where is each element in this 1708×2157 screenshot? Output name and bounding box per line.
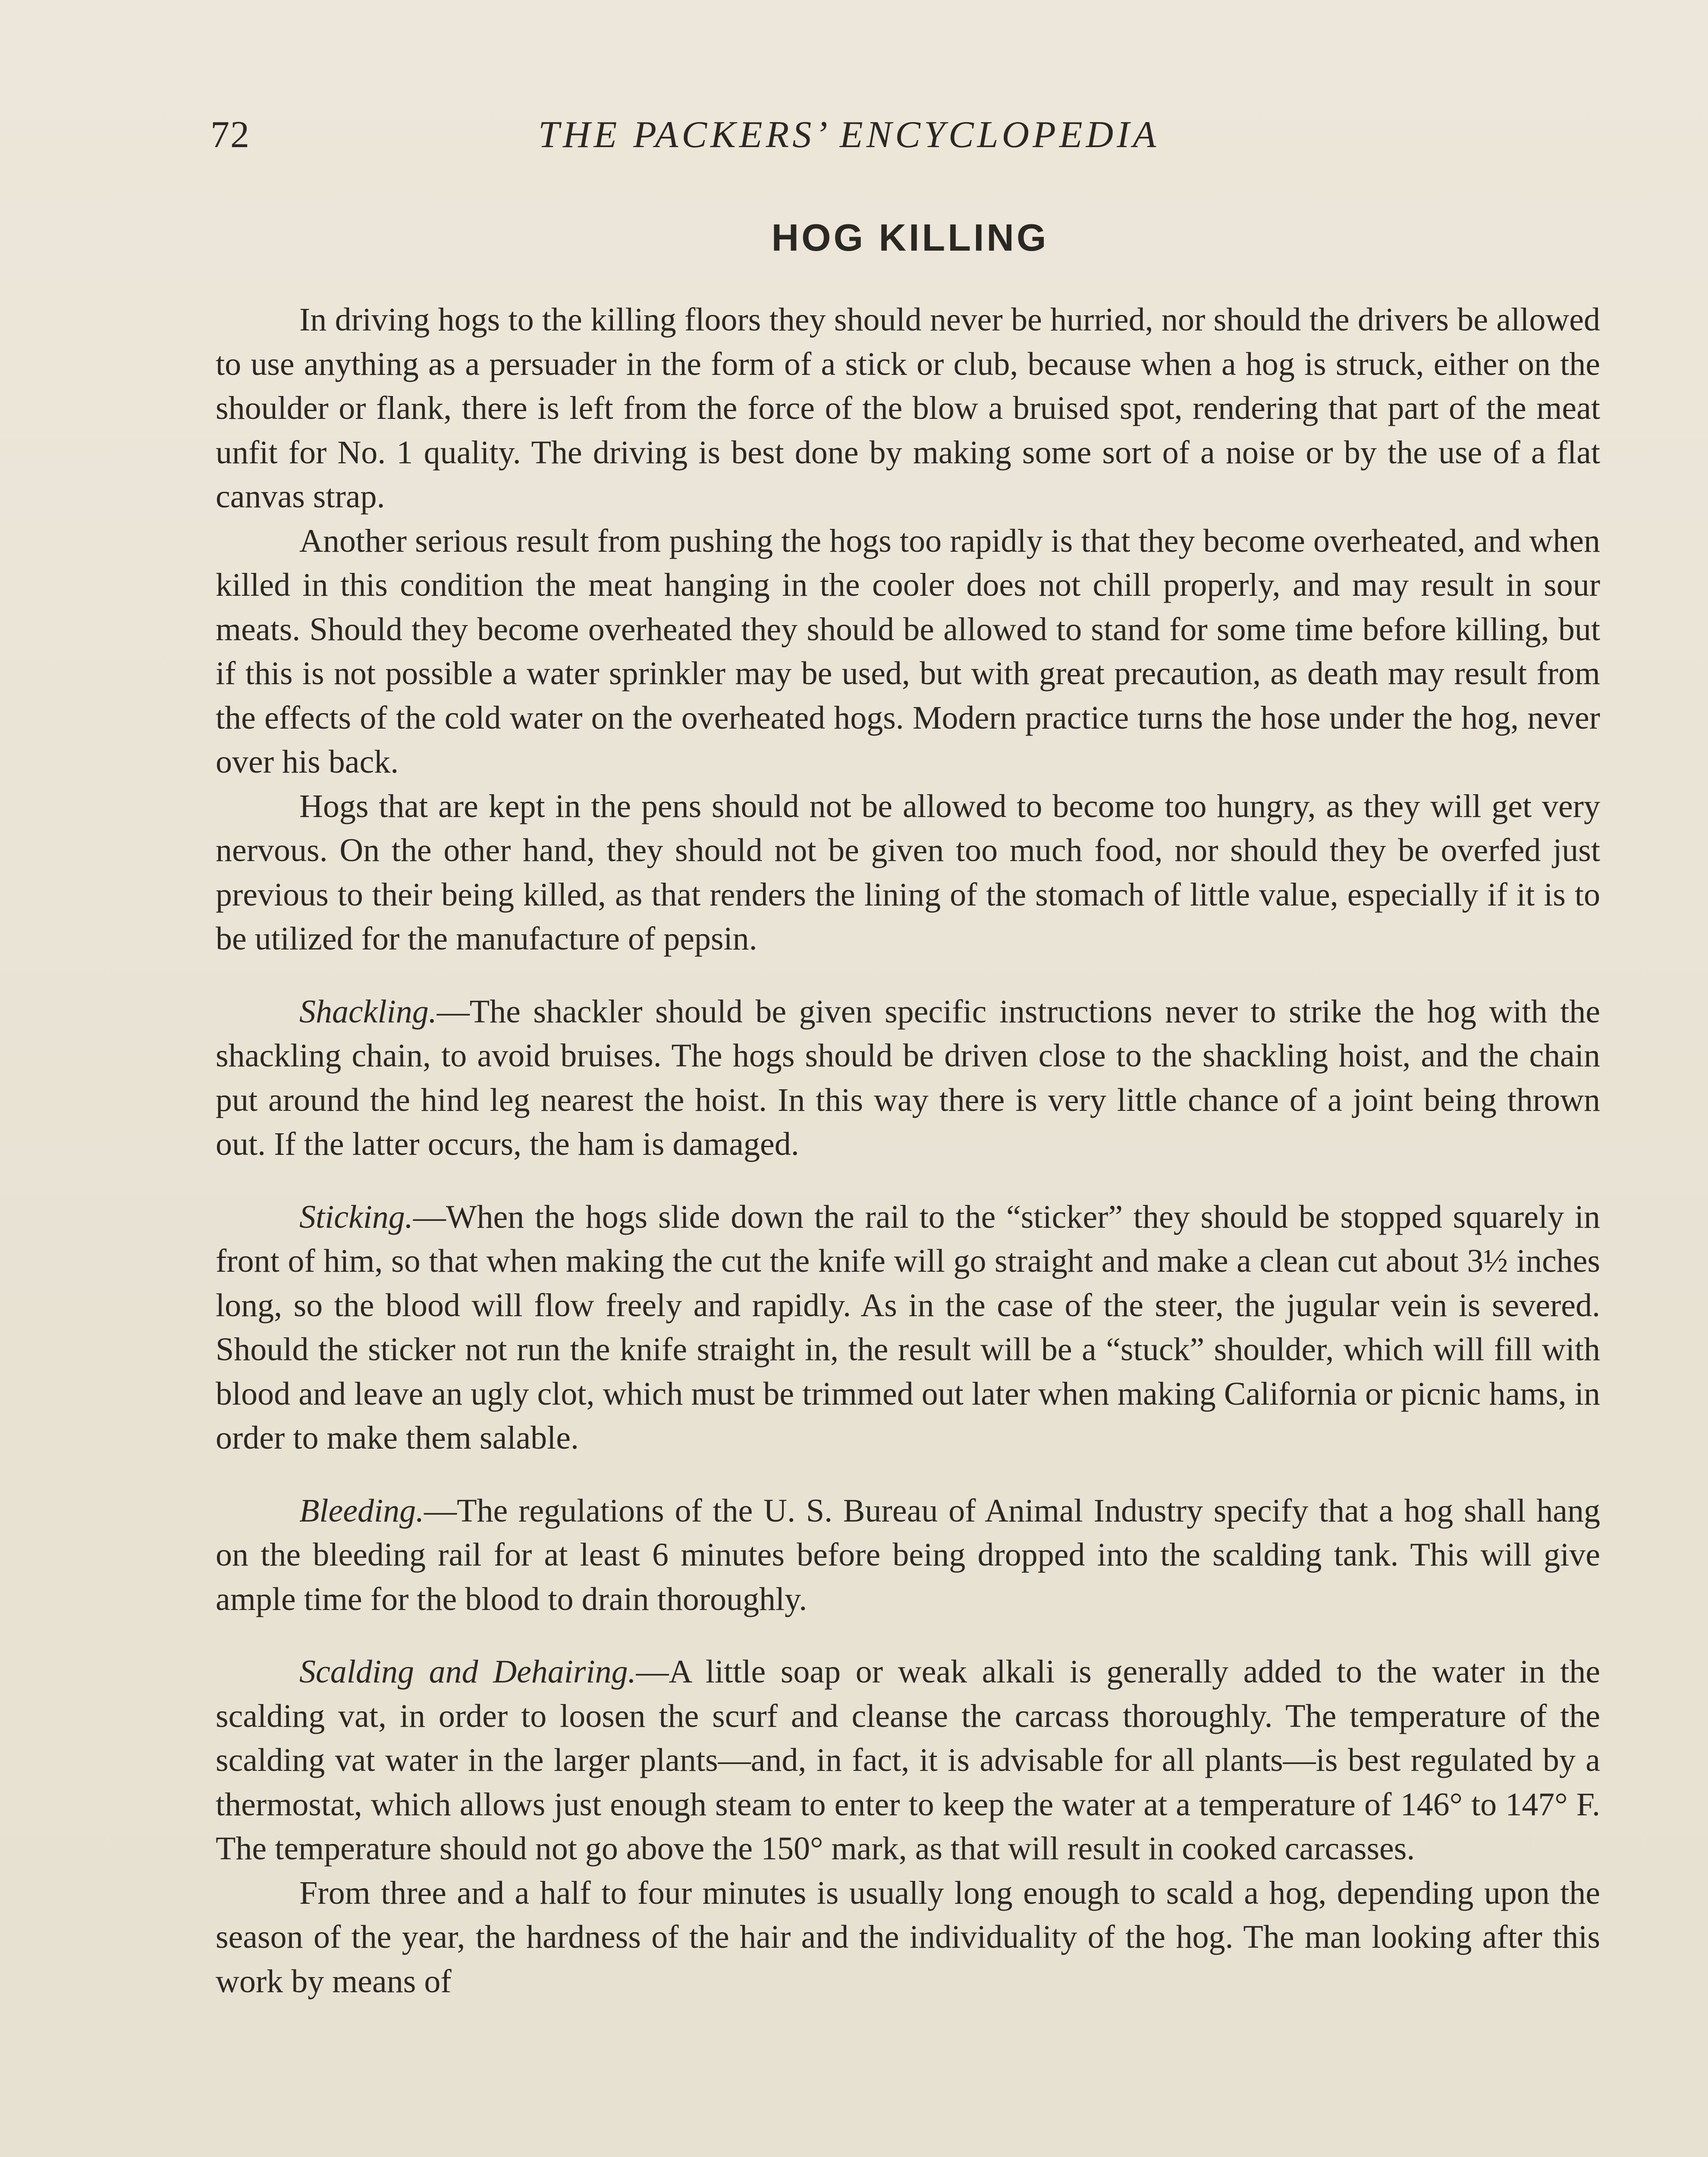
article-body <box>216 298 1600 2003</box>
paragraph-text: —A little soap or weak alkali is generally added to the water in the scalding vat, in order to loosen the scurf and cleanse the carcass thoroughly. The temperature of the scalding vat water in the larger plants—and, in fact, it is advisable for all plants—is best regulated by a thermostat, which allows just enough steam to enter to keep the water at a temperature of 146° to 147° F. The temperature should not go above the 150° mark, as that will result in cooked carcasses. <box>216 1654 1600 1867</box>
paragraph-text: In driving hogs to the killing floors they should never be hurried, nor should the drivers be allowed to use anything as a persuader in the form of a stick or club, because when a hog is struck, either on the shoulder or flank, there is left from the force of the blow a bruised spot, rendering that part of the meat unfit for No. 1 quality. The driving is best done by making some sort of a noise or by the use of a flat canvas strap. <box>216 302 1600 515</box>
running-title: THE PACKERS’ ENCYCLOPEDIA <box>538 114 1160 156</box>
paragraph-text: From three and a half to four minutes is usually long enough to scald a hog, depending upon the season of the year, the hardness of the hair and the individuality of the hog. The man looking after this work by means of <box>216 1874 1600 2000</box>
page-number: 72 <box>210 114 250 156</box>
subheading-bleeding: Bleeding. <box>299 1492 424 1529</box>
subheading-shackling: Shackling. <box>299 993 437 1030</box>
paragraph-text: —When the hogs slide down the rail to the “sticker” they should be stopped squarely in front of him, so that when making the cut the knife will go straight and make a clean cut about 3½ inches long, so the blood will flow freely and rapidly. As in the case of the steer, the jugular vein is severed. Should the sticker not run the knife straight in, the result will be a “stuck” shoulder, which will fill with blood and leave an ugly clot, which must be trimmed out later when making California or picnic hams, in order to make them salable. <box>216 1198 1600 1456</box>
paragraph-text: Hogs that are kept in the pens should not be allowed to become too hungry, as they will get very nervous. On the other hand, they should not be given too much food, nor should they be overfed just previous to their being killed, as that renders the lining of the stomach of little value, especially if it is to be utilized for the manufacture of pepsin. <box>216 788 1600 957</box>
paragraph-scalding <box>216 1650 1600 1871</box>
page-header <box>210 113 1280 165</box>
paragraph <box>216 1871 1600 2004</box>
paragraph <box>216 519 1600 784</box>
paragraph <box>216 298 1600 519</box>
paragraph-bleeding <box>216 1489 1600 1622</box>
subheading-sticking: Sticking. <box>299 1198 413 1235</box>
section-title: HOG KILLING <box>771 216 1049 259</box>
paragraph-text: —The shackler should be given specific instructions never to strike the hog with the shackling chain, to avoid bruises. The hogs should be driven close to the shackling hoist, and the chain put around the hind leg nearest the hoist. In this way there is very little chance of a joint being thrown out. If the latter occurs, the ham is damaged. <box>216 993 1600 1162</box>
paragraph <box>216 784 1600 961</box>
subheading-scalding: Scalding and Dehairing. <box>299 1654 636 1690</box>
paragraph-text: Another serious result from pushing the hogs too rapidly is that they become overheated, and when killed in this condition the meat hanging in the cooler does not chill properly, and may result in sour meats. Should they become overheated they should be allowed to stand for some time before killing, but if this is not possible a water sprinkler may be used, but with great precaution, as death may result from the effects of the cold water on the overheated hogs. Modern practice turns the hose under the hog, never over his back. <box>216 522 1600 780</box>
paragraph-sticking <box>216 1195 1600 1460</box>
paragraph-shackling <box>216 990 1600 1167</box>
paragraph-text: —The regulations of the U. S. Bureau of Animal Industry specify that a hog shall hang on the bleeding rail for at least 6 minutes before being dropped into the scalding tank. This will give ample time for the blood to drain thoroughly. <box>216 1492 1600 1617</box>
